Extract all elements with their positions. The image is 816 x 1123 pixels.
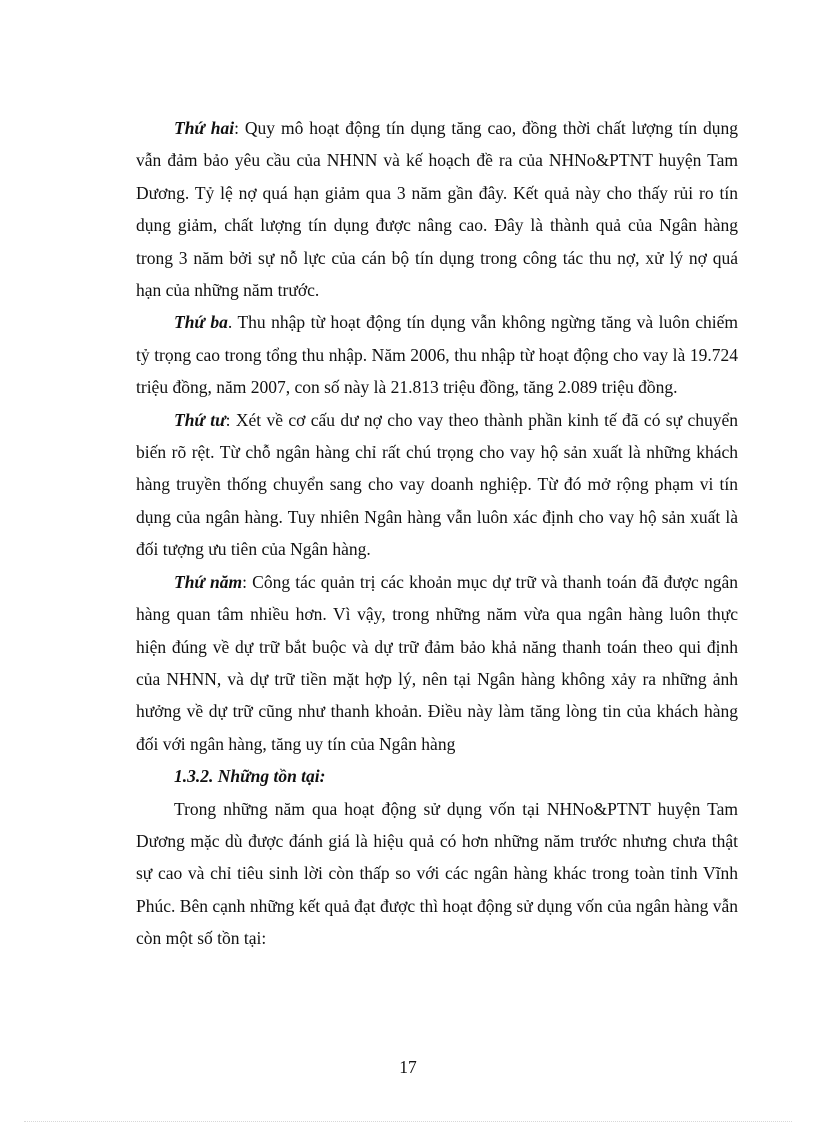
paragraph-thu-nam [136, 566, 738, 760]
paragraph-lead: Thứ hai [174, 118, 235, 138]
paragraph-body: : Xét về cơ cấu dư nợ cho vay theo thành phần kinh tế đã có sự chuyển biến rõ rệt. Từ chỗ ngân hàng chỉ rất chú trọng cho vay hộ sản xuất là những khách hàng truyền thống chuyển sang cho vay doanh nghiệp. Từ đó mở rộng phạm vi tín dụng của ngân hàng. Tuy nhiên Ngân hàng vẫn luôn xác định cho vay hộ sản xuất là đối tượng ưu tiên của Ngân hàng. [136, 409, 738, 560]
footer-divider [24, 1121, 792, 1122]
paragraph-lead: Thứ tư [174, 409, 226, 430]
paragraph-thu-ba [136, 306, 738, 403]
body-text [136, 112, 738, 955]
paragraph-thu-tu [136, 404, 738, 566]
section-heading: 1.3.2. Những tồn tại: [174, 766, 326, 787]
paragraph-thu-hai [136, 112, 738, 306]
page-number: 17 [399, 1057, 417, 1077]
paragraph-lead: Thứ năm [174, 571, 243, 592]
closing-paragraph: Trong những năm qua hoạt động sử dụng vốn tại NHNo&PTNT huyện Tam Dương mặc dù được đánh giá là hiệu quả có hơn những năm trước nhưng chưa thật sự cao và chỉ tiêu sinh lời còn thấp so với các ngân hàng khác trong toàn tỉnh Vĩnh Phúc. Bên cạnh những kết quả đạt được thì hoạt động sử dụng vốn của ngân hàng vẫn còn một số tồn tại: [136, 798, 738, 949]
paragraph-body: : Quy mô hoạt động tín dụng tăng cao, đồng thời chất lượng tín dụng vẫn đảm bảo yêu cầu của NHNN và kế hoạch đề ra của NHNo&PTNT huyện Tam Dương. Tỷ lệ nợ quá hạn giảm qua 3 năm gần đây. Kết quả này cho thấy rủi ro tín dụng giảm, chất lượng tín dụng được nâng cao. Đây là thành quả của Ngân hàng trong 3 năm bởi sự nỗ lực của cán bộ tín dụng trong công tác thu nợ, xử lý nợ quá hạn của những năm trước. [136, 118, 738, 301]
paragraph-body: . Thu nhập từ hoạt động tín dụng vẫn không ngừng tăng và luôn chiếm tỷ trọng cao trong tổng thu nhập. Năm 2006, thu nhập từ hoạt động cho vay là 19.724 triệu đồng, năm 2007, con số này là 21.813 triệu đồng, tăng 2.089 triệu đồng. [136, 312, 738, 398]
paragraph-body: : Công tác quản trị các khoản mục dự trữ và thanh toán đã được ngân hàng quan tâm nhiều hơn. Vì vậy, trong những năm vừa qua ngân hàng luôn thực hiện đúng về dự trữ bắt buộc và dự trữ đảm bảo khả năng thanh toán theo qui định của NHNN, và dự trữ tiền mặt hợp lý, nên tại Ngân hàng không xảy ra những ảnh hưởng về dự trữ cũng như thanh khoản. Điều này làm tăng lòng tin của khách hàng đối với ngân hàng, tăng uy tín của Ngân hàng [136, 571, 738, 754]
paragraph-lead: Thứ ba [174, 312, 228, 333]
